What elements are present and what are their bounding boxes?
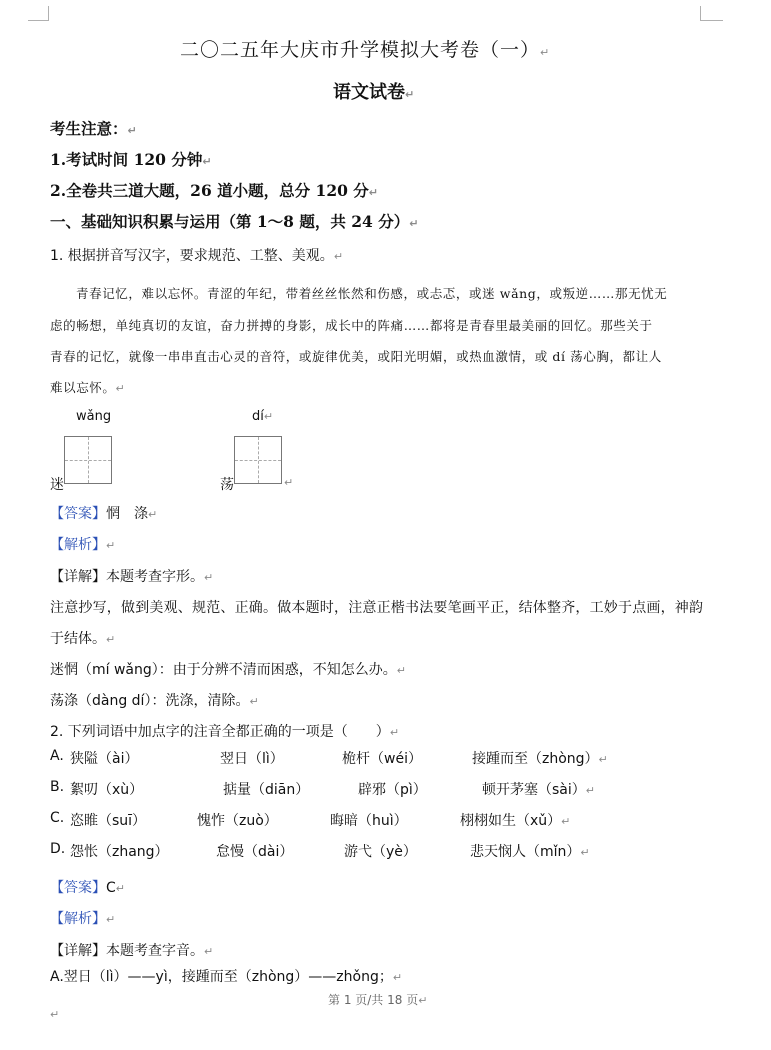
option-c-word-2: 愧怍（zuò）: [197, 813, 278, 829]
question-2-prompt: 2. 下列词语中加点字的注音全都正确的一项是（ ）↵: [50, 724, 400, 740]
option-a-word-3: 桅杆（wéi）: [342, 751, 422, 767]
pilcrow: ↵: [284, 476, 294, 489]
q1-detail-line-3: 迷惘（mí wǎng）：由于分辨不清而困惑，不知怎么办。↵: [50, 662, 406, 678]
writing-box-2[interactable]: [234, 436, 282, 484]
option-d-word-3: 游弋（yè）: [344, 844, 417, 860]
q2-analysis: 【解析】↵: [50, 911, 116, 927]
pilcrow: ↵: [50, 1008, 60, 1021]
option-b-word-4: 顿开茅塞（sài）↵: [482, 782, 595, 798]
option-c-label[interactable]: C.: [50, 810, 65, 826]
q1-detail: 【详解】本题考查字形。↵: [50, 569, 214, 585]
option-c-word-3: 晦暗（huì）: [330, 813, 408, 829]
option-c-word-4: 栩栩如生（xǔ）↵: [460, 813, 571, 829]
page-number: 第 1 页/共 18 页↵: [328, 993, 428, 1007]
option-a-word-4: 接踵而至（zhòng）↵: [472, 751, 608, 767]
box-1-pinyin: wǎng: [76, 409, 112, 424]
option-d-word-4: 悲天悯人（mǐn）↵: [470, 844, 590, 860]
option-b-label[interactable]: B.: [50, 779, 65, 795]
q1-analysis: 【解析】↵: [50, 537, 116, 553]
option-b-word-3: 辟邪（pì）: [358, 782, 427, 798]
passage-line-3: 青春的记忆，就像一串串直击心灵的音符，或旋律优美，或阳光明媚，或热血激情，或 dí 荡心胸，都让人: [50, 349, 662, 364]
q1-detail-line-4: 荡涤（dàng dí）：洗涤，清除。↵: [50, 693, 259, 709]
option-c-word-1: 恣睢（suī）: [70, 813, 147, 829]
passage-line-4: 难以忘怀。↵: [50, 380, 126, 395]
section-1-heading: 一、基础知识积累与运用（第 1～8 题，共 24 分）↵: [50, 212, 419, 231]
option-a-label[interactable]: A.: [50, 748, 64, 764]
q1-answer: 【答案】惘 涤↵: [50, 506, 158, 522]
q1-detail-line-2: 于结体。↵: [50, 631, 116, 647]
box-2-pinyin: dí↵: [252, 409, 274, 424]
exam-title: 二〇二五年大庆市升学模拟大考卷（一）↵: [180, 39, 551, 61]
notice-line-2: 2.全卷共三道大题，26 道小题，总分 120 分↵: [50, 181, 379, 200]
passage-line-2: 虑的畅想，单纯真切的友谊，奋力拼搏的身影，成长中的阵痛……都将是青春里最美丽的回忆。那些关于: [50, 318, 653, 333]
option-d-label[interactable]: D.: [50, 841, 66, 857]
option-d-word-1: 怨怅（zhang）: [70, 844, 169, 860]
exam-subtitle: 语文试卷↵: [333, 82, 415, 103]
box-1-char: 迷: [50, 477, 64, 493]
option-a-word-1: 狭隘（ài）: [70, 751, 139, 767]
q2-answer: 【答案】C↵: [50, 880, 125, 896]
notice-line-1: 1.考试时间 120 分钟↵: [50, 150, 212, 169]
q2-detail-line-1: A.翌日（lì）——yì，接踵而至（zhòng）——zhǒng；↵: [50, 969, 403, 985]
q2-detail: 【详解】本题考查字音。↵: [50, 943, 214, 959]
corner-mark-top-left: [28, 6, 49, 21]
option-d-word-2: 怠慢（dài）: [216, 844, 294, 860]
writing-box-1[interactable]: [64, 436, 112, 484]
box-2-char: 荡: [220, 477, 234, 493]
corner-mark-top-right: [700, 6, 723, 21]
q1-detail-line-1: 注意抄写，做到美观、规范、正确。做本题时，注意正楷书法要笔画平正，结体整齐，工妙于点画，神韵: [50, 600, 704, 616]
option-b-word-1: 絮叨（xù）: [70, 782, 144, 798]
question-1-prompt: 1. 根据拼音写汉字，要求规范、工整、美观。↵: [50, 248, 344, 264]
passage-line-1: 青春记忆，难以忘怀。青涩的年纪，带着丝丝怅然和伤感，或忐忑，或迷 wǎng，或叛逆……那无忧无: [76, 286, 668, 301]
option-b-word-2: 掂量（diān）: [223, 782, 310, 798]
notice-heading: 考生注意：↵: [50, 119, 137, 138]
option-a-word-2: 翌日（lì）: [220, 751, 284, 767]
